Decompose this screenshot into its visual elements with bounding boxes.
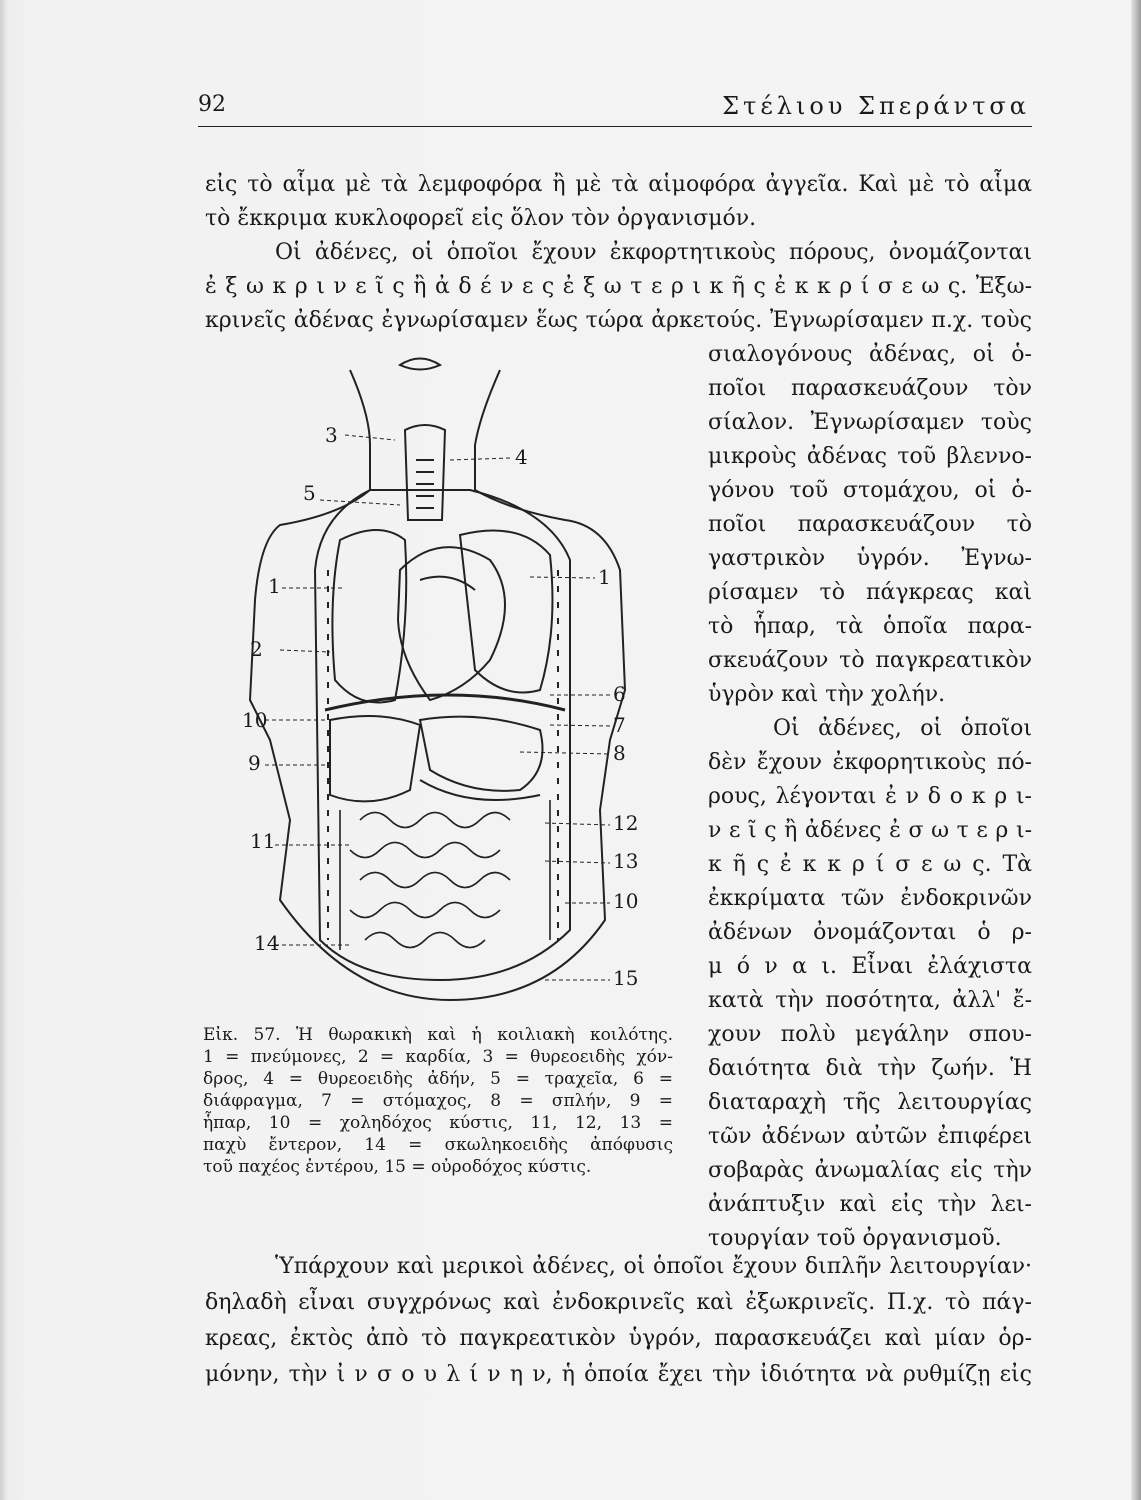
text-line: τουργίαν τοῦ ὀργανισμοῦ.	[708, 1226, 1002, 1251]
text-line: ποῖοι παρασκευάζουν τὸ	[708, 512, 1032, 537]
figure-caption	[203, 1024, 673, 1178]
figure-label: 5	[303, 481, 316, 505]
lung-left	[332, 530, 406, 703]
text-line: Οἱ ἀδένες, οἱ ὁποῖοι	[773, 716, 1032, 741]
lung-right	[460, 531, 552, 693]
text-line: ποῖοι παρασκευάζουν τὸν	[708, 376, 1032, 401]
figure-label: 1	[598, 565, 611, 589]
text-line: ὑγρὸν καὶ τὴν χολήν.	[708, 682, 946, 707]
text-line: Ὑπάρχουν καὶ μερικοὶ ἀδένες, οἱ ὁποῖοι ἔχουν διπλῆν λειτουργίαν·	[275, 1254, 1032, 1279]
page-edge	[1131, 0, 1141, 1500]
caption-line: παχὺ ἔντερον, 14 = σκωληκοειδὴς ἀπόφυσις	[203, 1135, 673, 1155]
text-line: ρίσαμεν τὸ πάγκρεας καὶ	[708, 580, 1032, 605]
figure-labels	[242, 423, 638, 990]
text-line: Οἱ ἀδένες, οἱ ὁποῖοι ἔχουν ἐκφορτητικοὺς πόρους, ὀνομάζονται	[275, 240, 1032, 265]
torso-illustration	[220, 340, 685, 1030]
figure-label: 15	[613, 966, 639, 990]
running-head: Στέλιου Σπεράντσα	[722, 92, 1030, 120]
text-line: τῶν ἀδένων αὐτῶν ἐπιφέρει	[708, 1124, 1032, 1149]
figure-label: 6	[613, 682, 626, 706]
text-line: κρινεῖς ἀδένας ἐγνωρίσαμεν ἕως τώρα ἀρκετούς. Ἐγνωρίσαμεν π.χ. τοὺς	[205, 308, 1032, 333]
text-line: σίαλον. Ἐγνωρίσαμεν τοὺς	[708, 410, 1032, 435]
text-line: μικροὺς ἀδένας τοῦ βλεννο-	[708, 444, 1032, 469]
text-line: μόνην, τὴν ἰ ν σ ο υ λ ί ν η ν, ἡ ὁποία ἔχει τὴν ἰδιότητα νὰ ρυθμίζῃ εἰς	[205, 1362, 1032, 1387]
page-header	[198, 86, 1032, 127]
figure-label: 12	[613, 811, 639, 835]
cavity-outline	[315, 490, 570, 980]
text-line: χουν πολὺ μεγάλην σπου-	[708, 1022, 1032, 1047]
text-line: δηλαδὴ εἶναι συγχρόνως καὶ ἐνδοκρινεῖς καὶ ἐξωκρινεῖς. Π.χ. τὸ πάγ-	[205, 1290, 1032, 1315]
liver-drawing	[330, 716, 420, 801]
colon-transverse	[420, 780, 540, 800]
figure-label: 14	[254, 931, 280, 955]
text-line: σοβαρὰς ἀνωμαλίας εἰς τὴν	[708, 1158, 1032, 1183]
text-line: κρεας, ἐκτὸς ἀπὸ τὸ παγκρεατικὸν ὑγρόν, παρασκευάζει καὶ μίαν ὁρ-	[205, 1326, 1032, 1351]
anatomy-figure	[220, 340, 685, 1030]
text-line: σκευάζουν τὸ παγκρεατικὸν	[708, 648, 1032, 673]
text-line: σιαλογόνους ἀδένας, οἱ ὁ-	[708, 342, 1032, 367]
caption-line: τοῦ παχέος ἐντέρου, 15 = οὐροδόχος κύστις.	[203, 1157, 592, 1177]
mouth-drawing	[400, 359, 440, 370]
text-line: ἀνάπτυξιν καὶ εἰς τὴν λει-	[708, 1192, 1032, 1217]
figure-label: 10	[613, 889, 639, 913]
figure-label: 11	[250, 829, 276, 853]
figure-label: 7	[613, 713, 626, 737]
stomach-drawing	[420, 717, 543, 791]
text-line: ν ε ῖ ς ἢ ἀδένες ἐ σ ω τ ε ρ ι-	[708, 818, 1032, 843]
text-line: ἀδένων ὀνομάζονται ὁ ρ-	[708, 920, 1032, 945]
figure-label: 1	[268, 574, 281, 598]
trachea-rings	[416, 460, 434, 508]
figure-label: 3	[325, 423, 338, 447]
figure-label: 13	[613, 849, 639, 873]
figure-label: 10	[242, 708, 268, 732]
text-line: εἰς τὸ αἷμα μὲ τὰ λεμφοφόρα ἢ μὲ τὰ αἱμοφόρα ἀγγεῖα. Καὶ μὲ τὸ αἷμα	[205, 172, 1032, 197]
text-line: μ ό ν α ι. Εἶναι ἐλάχιστα	[708, 954, 1032, 979]
intestines-drawing	[340, 800, 550, 950]
text-line: τὸ ἧπαρ, τὰ ὁποῖα παρα-	[708, 614, 1032, 639]
torso-outline	[250, 370, 625, 1000]
caption-line: ἧπαρ, 10 = χοληδόχος κύστις, 11, 12, 13 =	[203, 1113, 673, 1133]
text-line: κατὰ τὴν ποσότητα, ἀλλ' ἔ-	[708, 988, 1032, 1013]
caption-line: διάφραγμα, 7 = στόμαχος, 8 = σπλήν, 9 =	[203, 1091, 673, 1111]
text-line: δὲν ἔχουν ἐκφορητικοὺς πό-	[708, 750, 1032, 775]
text-line: κ ῆ ς ἐ κ κ ρ ί σ ε ω ς. Τὰ	[708, 852, 1032, 877]
text-line: ἐ ξ ω κ ρ ι ν ε ῖ ς ἢ ἀ δ έ ν ε ς ἐ ξ ω τ ε ρ ι κ ῆ ς ἐ κ κ ρ ί σ ε ω ς. Ἐξω-	[205, 274, 1032, 299]
text-line: τὸ ἔκκριμα κυκλοφορεῖ εἰς ὅλον τὸν ὀργανισμόν.	[205, 206, 757, 231]
figure-label: 8	[613, 741, 626, 765]
caption-line: 1 = πνεύμονες, 2 = καρδία, 3 = θυρεοειδὴς χόν-	[203, 1047, 673, 1067]
text-line: ρους, λέγονται ἐ ν δ ο κ ρ ι-	[708, 784, 1032, 809]
figure-label: 9	[248, 751, 261, 775]
text-line: γόνου τοῦ στομάχου, οἱ ὁ-	[708, 478, 1032, 503]
caption-line: δρος, 4 = θυρεοειδὴς ἀδήν, 5 = τραχεῖα, 6 =	[203, 1069, 673, 1089]
figure-label: 4	[515, 445, 528, 469]
text-line: δαιότητα διὰ τὴν ζωήν. Ἡ	[708, 1056, 1032, 1081]
diaphragm-line	[325, 695, 565, 710]
text-line: ἐκκρίματα τῶν ἐνδοκρινῶν	[708, 886, 1032, 911]
page-number: 92	[198, 92, 226, 117]
figure-label: 2	[250, 637, 263, 661]
heart-drawing	[398, 547, 505, 700]
caption-line: Εἰκ. 57. Ἡ θωρακικὴ καὶ ἡ κοιλιακὴ κοιλότης.	[203, 1025, 673, 1045]
text-line: γαστρικὸν ὑγρόν. Ἐγνω-	[708, 546, 1032, 571]
text-line: διαταραχὴ τῆς λειτουργίας	[708, 1090, 1032, 1115]
